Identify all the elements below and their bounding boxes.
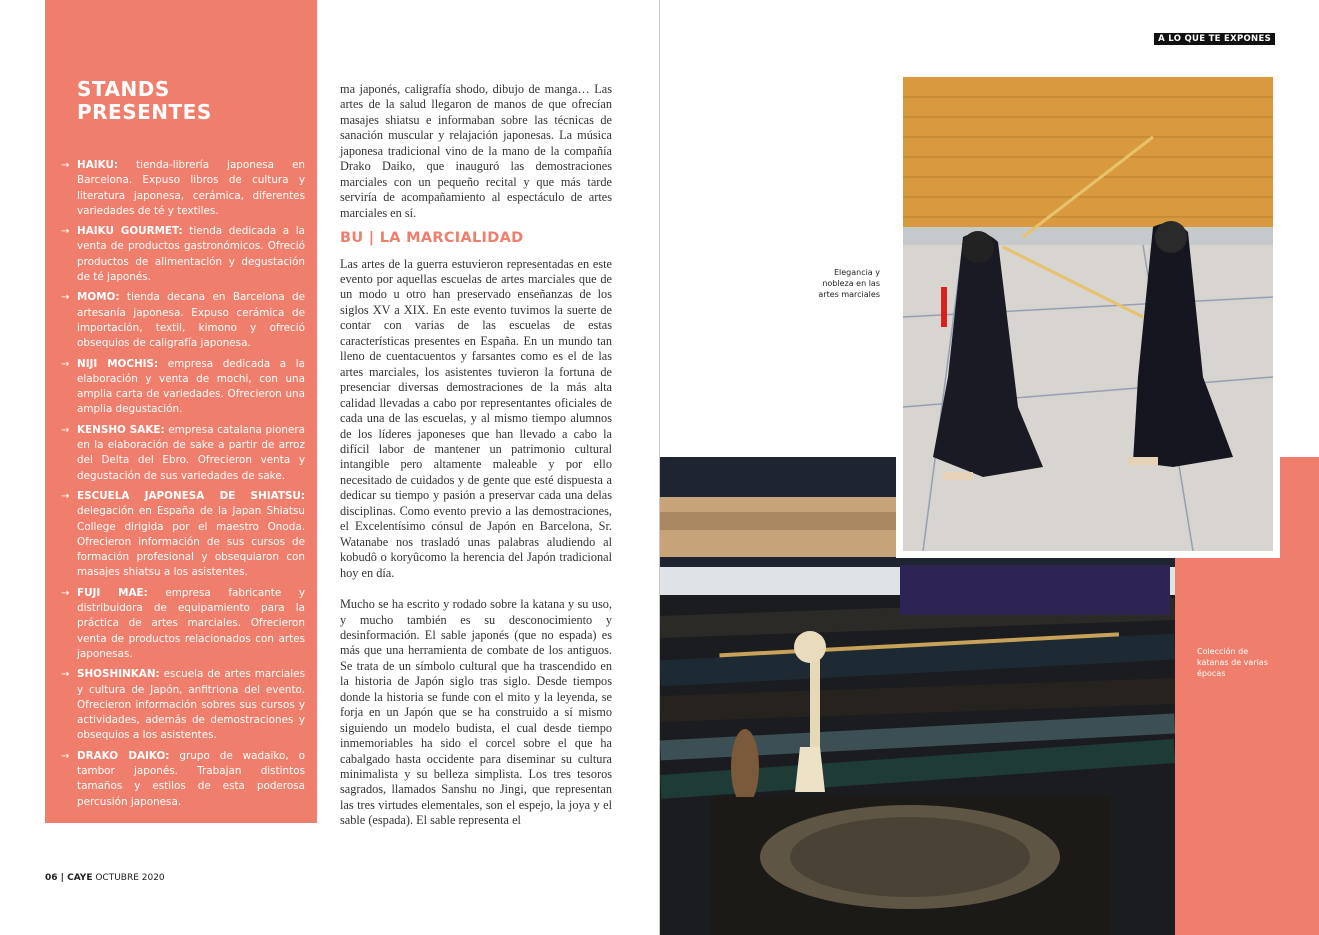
arrow-right-icon: → [61, 490, 70, 502]
magazine-name: CAYE [67, 873, 93, 883]
footer-separator: | [57, 873, 68, 883]
sidebar-title-line2: PRESENTES [77, 100, 212, 124]
section-heading: BU | LA MARCIALIDAD [340, 230, 524, 247]
page-footer [45, 873, 165, 883]
arrow-right-icon: → [61, 587, 70, 599]
caption-katana: Colección de katanas de varias épocas [1197, 647, 1268, 678]
stand-name: SHOSHINKAN: [77, 668, 160, 681]
stand-name: KENSHO SAKE: [77, 423, 165, 436]
stand-name: HAIKU: [77, 159, 119, 171]
left-page [0, 0, 659, 935]
stand-item-niji-mochis [61, 357, 305, 418]
stand-name: ESCUELA JAPONESA DE SHIATSU: [77, 489, 305, 502]
stand-item-haiku [61, 158, 305, 219]
stand-desc: escuela de artes marciales y cultura de Japón, anfitriona del evento. Ofrecieron información sobres sus cursos y actividades, además de demostraciones y obsequios a los asistentes. [77, 668, 305, 742]
article-intro: ma japonés, caligrafía shodo, dibujo de manga… Las artes de la salud llegaron de manos de que ofrecían masajes shiatsu e informaban sobre las técnicas de sanación muscular y relajación japonesas. La música japonesa tradicional vino de la mano de la compañía Drako Daiko, que inauguró las demostraciones marciales con un pequeño recital y que más tarde serviría de acompañamiento al espectáculo de artes marciales en sí. [340, 82, 612, 220]
arrow-right-icon: → [61, 358, 70, 370]
stand-desc: tienda dedicada a la venta de productos gastronómicos. Ofreció productos de alimentación y degustación de té japonés. [77, 225, 305, 284]
stand-item-kensho-sake [61, 423, 305, 484]
stand-desc: tienda decana en Barcelona de artesanía japonesa. Expuso cerámica de importación, textil, kimono y ofreció obsequios de caligrafía japonesa. [77, 291, 305, 350]
stand-desc: delegación en España de la Japan Shiatsu College dirigida por el maestro Onoda. Ofrecieron información de sus cursos de formación profesional y obsequiaron con masajes shiatsu a los asistentes. [77, 505, 305, 579]
stand-item-drako-daiko [61, 749, 305, 810]
sidebar-title [77, 78, 305, 124]
stand-list [61, 158, 305, 810]
article-body [340, 82, 612, 829]
stand-item-fuji-mae [61, 586, 305, 662]
arrow-right-icon: → [61, 750, 70, 762]
arrow-right-icon: → [61, 292, 70, 304]
stand-name: FUJI MAE: [77, 586, 148, 599]
kendo-illustration [903, 77, 1273, 551]
stand-name: MOMO: [77, 291, 120, 304]
stand-name: HAIKU GOURMET: [77, 225, 183, 238]
stand-name: DRAKO DAIKO: [77, 749, 170, 762]
stand-desc: grupo de wadaiko, o tambor japonés. Trabajan distintos tamaños y estilos de esta poderosa percusión japonesa. [77, 749, 305, 808]
arrow-right-icon: → [61, 226, 70, 238]
stand-item-shoshinkan [61, 667, 305, 743]
stand-item-momo [61, 290, 305, 351]
stand-desc: empresa dedicada a la elaboración y venta de mochi, con una amplia carta de variedades. Ofrecieron una amplia degustación. [77, 357, 305, 416]
stand-item-shiatsu [61, 489, 305, 581]
page-number: 06 [45, 873, 58, 883]
stand-desc: tienda-librería japonesa en Barcelona. Expuso libros de cultura y literatura japonesa, cerámica, diferentes variedades de té y textiles. [77, 159, 305, 217]
arrow-right-icon: → [61, 424, 70, 436]
stand-item-haiku-gourmet [61, 224, 305, 285]
stand-desc: empresa fabricante y distribuidora de equipamiento para la práctica de artes marciales. Ofrecieron venta de productos relacionados con artes japonesas. [77, 586, 305, 660]
caption-kendo: Elegancia y nobleza en las artes marciales [818, 268, 880, 299]
sidebar-title-line1: STANDS [77, 77, 170, 101]
stand-desc: empresa catalana pionera en la elaboración de sake a partir de arroz del Delta del Ebro. Ofrecieron venta y degustación de sus variedades de sake. [77, 423, 305, 482]
stand-name: NIJI MOCHIS: [77, 357, 159, 370]
kendo-photo [903, 77, 1273, 551]
section-tag: A LO QUE TE EXPONES [1154, 33, 1275, 45]
arrow-right-icon: → [61, 160, 70, 171]
arrow-right-icon: → [61, 669, 70, 681]
article-paragraph-2: Mucho se ha escrito y rodado sobre la katana y su uso, y mucho también es su desconocimiento y desinformación. El sable japonés (que no espada) es más que una herramienta de combate de los antiguos. Se trata de un símbolo cultural que ha trascendido en la historia de Japón siglo tras siglo. Desde tiempos donde la historia se funde con el mito y la leyenda, se forja en un Japón que se ha construido a sí mismo siguiendo un modelo budista, el cual desde tiempo inmemoriables ha sido el corcel sobre el que ha cabalgado hasta occidente para diseminar su cultura minimalista y su belleza simplista. Los tres tesoros sagrados, llamados Sanshu no Jingi, que representan las tres virtudes elementales, son el espejo, la joya y el sable (espada). El sable representa el [340, 597, 612, 828]
issue-date: OCTUBRE 2020 [92, 873, 165, 883]
stands-sidebar [45, 0, 317, 823]
article-paragraph-1: Las artes de la guerra estuvieron representadas en este evento por aquellas escuelas de artes marciales que de un modo u otro han preservado enseñanzas de los siglos XV a XIX. En este evento tuvimos la suerte de contar con varias de las escuelas de estas características presentes en España. En un mundo tan lleno de cuentacuentos y farsantes como es el de las artes marciales, los asistentes tuvieron la fortuna de presenciar diversas demostraciones de la más alta calidad llevadas a cabo por representantes oficiales de cada una de las escuelas, y al mismo tiempo alumnos de los líderes japoneses que han llevado a cabo la difícil labor de mantener un patrimonio cultural intangible pero altamente maleable y por ello necesitado de cuidados y de gente que esté dispuesta a dedicar su tiempo y pasión a preservar cada una delas disciplinas. Como evento previo a las demostraciones, el Excelentísimo cónsul de Japón en Barcelona, Sr. Watanabe nos trasladó unas palabras aludiendo al kobudô o koryûcomo la herencia del Japón tradicional hoy en día. [340, 256, 612, 580]
